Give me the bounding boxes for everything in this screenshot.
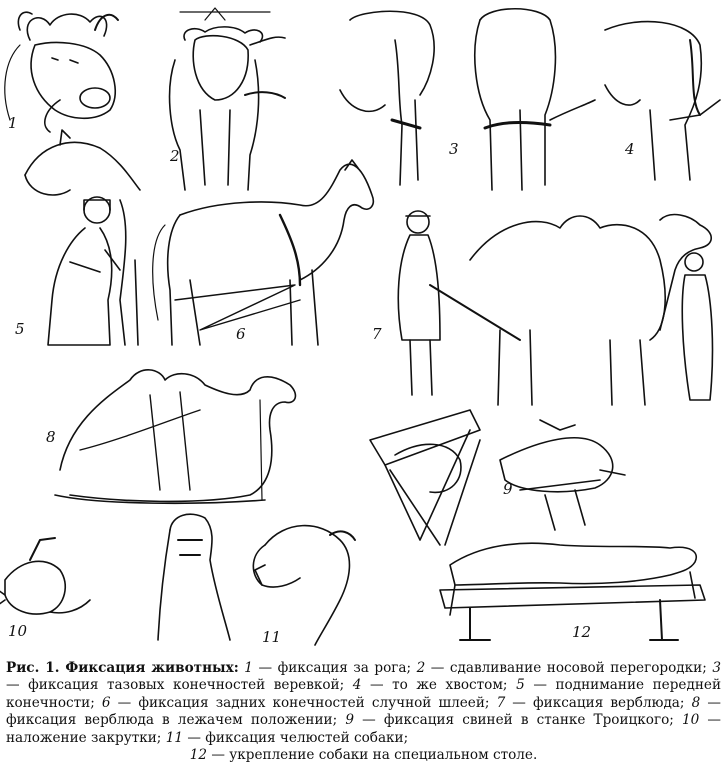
caption-num-12: 12 <box>189 747 207 764</box>
panel-3-cow-hind-rope <box>340 9 595 190</box>
caption-num-3: 3 <box>712 660 721 676</box>
caption-num-11: 11 <box>165 729 184 746</box>
caption-text-10: наложение закрутки; <box>6 729 162 746</box>
figure-caption: Рис. 1. Фиксация животных: 1 — фиксация за рога; 2 — сдавливание носовой перегородки; 3 — фиксация тазовых конечностей веревкой; 4 — то же хвостом; 5 — поднимание передней конечности; 6 — фиксация задних конечностей случной шлеей; 7 — фиксация верблюда; 8 — фиксация верблюда в лежачем положении; 9 — фиксация свиней в станке Троицкого; 10 — наложение закрутки; 11 — фиксация челюстей собаки; 12 — укрепление собаки на специальном столе. <box>6 660 722 764</box>
panel-6-horse-hobble <box>153 160 374 345</box>
caption-num-6: 6 <box>101 694 111 711</box>
caption-text-2: сдавливание носовой перегородки; <box>449 660 707 676</box>
panel-7-camel-fixation <box>398 211 712 405</box>
panel-5-horse-foreleg-lift <box>25 130 140 345</box>
panel-8-camel-lying <box>55 370 295 503</box>
caption-num-5: 5 <box>516 677 525 694</box>
caption-text-1: фиксация за рога; <box>277 660 412 676</box>
caption-text-11: фиксация челюстей собаки; <box>205 729 409 746</box>
panel-2-cow-nose-fixation <box>170 8 285 190</box>
caption-text-7: фиксация верблюда; <box>533 694 685 711</box>
caption-text-4: то же хвостом; <box>392 677 508 694</box>
panel-number-8: 8 <box>46 428 56 446</box>
caption-text-12: укрепление собаки на специальном столе. <box>229 747 538 764</box>
panel-number-4: 4 <box>625 140 635 158</box>
caption-text-9: фиксация свиней в станке Троицкого; <box>383 712 674 729</box>
caption-num-2: 2 <box>416 660 426 676</box>
panel-10-pig-twitch <box>0 538 90 614</box>
caption-num-10: 10 <box>681 712 700 729</box>
panel-number-3: 3 <box>449 140 459 158</box>
panel-number-11: 11 <box>262 628 282 646</box>
panel-1-cow-head-horns <box>5 12 118 132</box>
panel-number-9: 9 <box>503 480 513 498</box>
caption-num-4: 4 <box>352 677 362 694</box>
caption-text-5: поднимание передней конечности; <box>6 677 722 711</box>
caption-num-8: 8 <box>691 694 701 711</box>
panel-number-1: 1 <box>8 114 18 132</box>
panel-11-dog-jaw-tie <box>158 514 355 645</box>
caption-num-1: 1 <box>244 660 253 676</box>
caption-num-9: 9 <box>345 712 354 729</box>
caption-text-6: фиксация задних конечностей случной шлеей; <box>138 694 490 711</box>
panel-number-7: 7 <box>372 325 382 343</box>
caption-text-8: фиксация верблюда в лежачем положении; <box>6 712 338 729</box>
panel-4-cow-tail-tie <box>605 22 720 180</box>
caption-text-3: фиксация тазовых конечностей веревкой; <box>28 677 345 694</box>
panel-number-12: 12 <box>572 623 592 641</box>
panel-9-pig-stand <box>370 410 625 545</box>
panel-number-5: 5 <box>15 320 25 338</box>
panel-number-10: 10 <box>8 622 28 640</box>
panel-number-2: 2 <box>170 147 180 165</box>
panel-number-6: 6 <box>236 325 246 343</box>
caption-label: Рис. 1. Фиксация животных: <box>6 660 239 676</box>
caption-last-line: 12 — укрепление собаки на специальном столе. <box>189 747 538 764</box>
caption-num-7: 7 <box>496 694 506 711</box>
